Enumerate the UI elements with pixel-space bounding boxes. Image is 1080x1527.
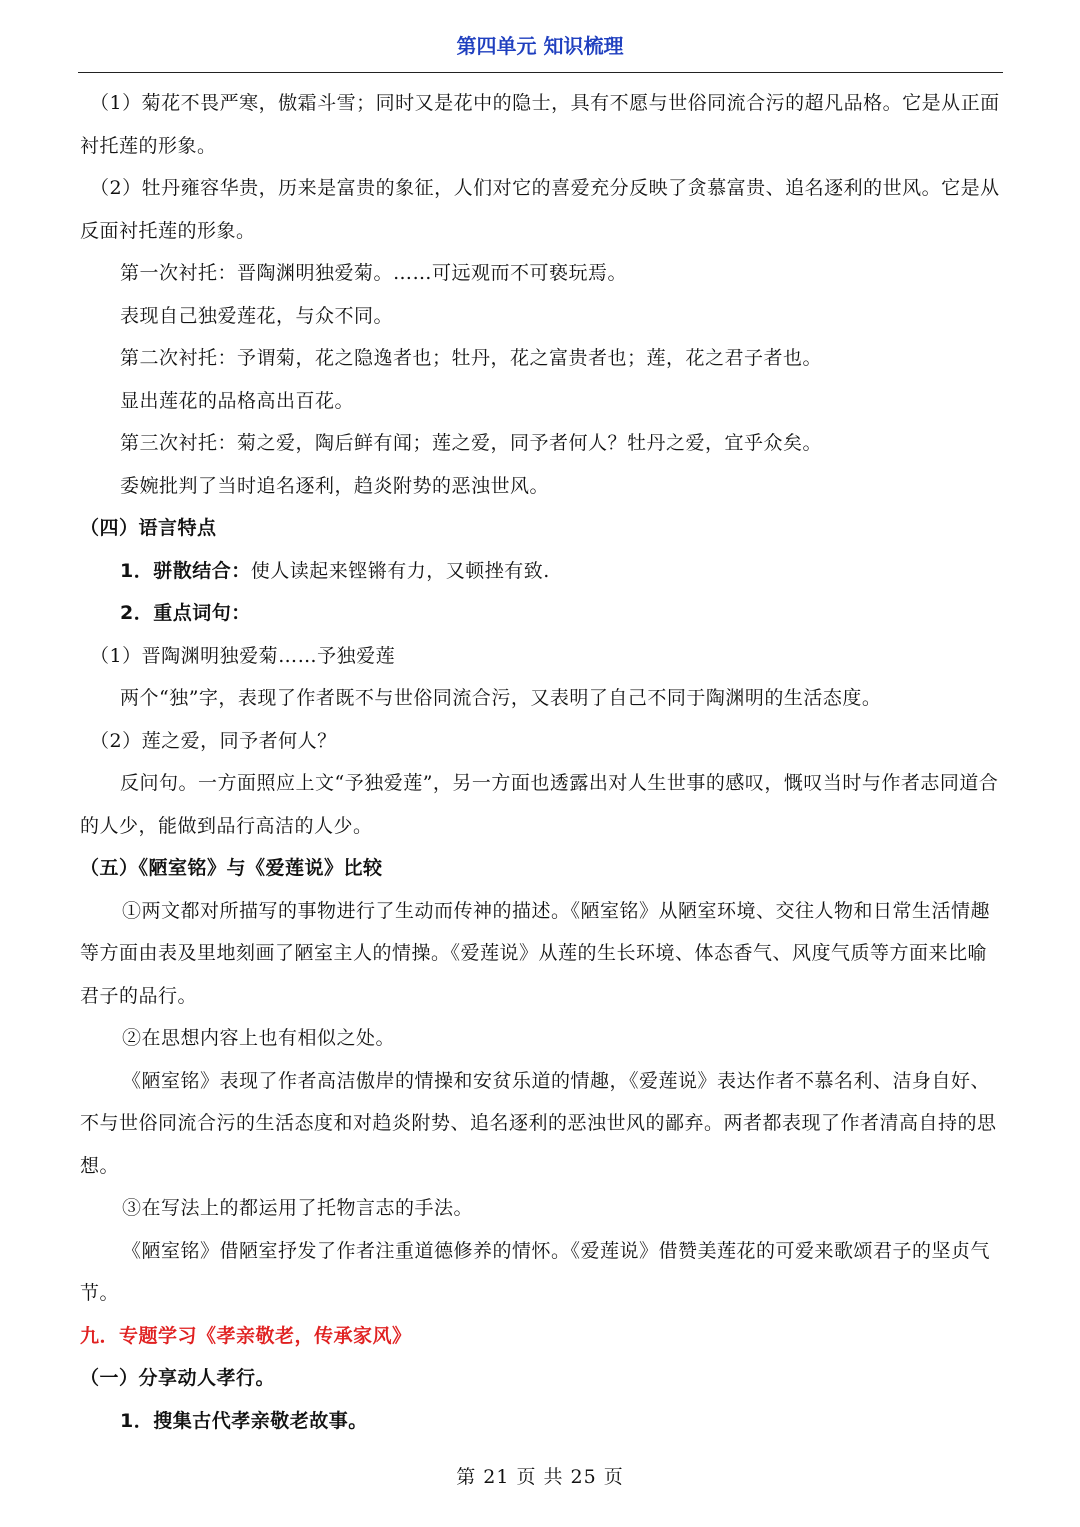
label-pianshan: 1．骈散结合： (120, 559, 251, 582)
subheading-share-filial: （一）分享动人孝行。 (80, 1367, 276, 1389)
text-pianshan: 使人读起来铿锵有力，又顿挫有致. (250, 559, 550, 582)
paragraph-contrast-1-note: 表现自己独爱莲花，与众不同。 (120, 304, 394, 327)
subheading-key-phrases: 2．重点词句： (120, 602, 251, 624)
section-heading-comparison: （五）《陋室铭》与《爱莲说》比较 (80, 857, 383, 879)
paragraph-contrast-1: 第一次衬托：晋陶渊明独爱菊。……可远观而不可亵玩焉。 (120, 262, 628, 284)
paragraph-key-phrase-2: （2）莲之爱，同予者何人？ (90, 729, 337, 752)
paragraph-contrast-2-note: 显出莲花的品格高出百花。 (120, 389, 355, 412)
paragraph-contrast-2: 第二次衬托：予谓菊，花之隐逸者也；牡丹，花之富贵者也；莲，花之君子者也。 (120, 347, 823, 369)
document-body (80, 82, 1002, 1442)
paragraph-key-phrase-1-note: 两个“独”字，表现了作者既不与世俗同流合污，又表明了自己不同于陶渊明的生活态度。 (120, 687, 882, 709)
paragraph-chrysanthemum: （1）菊花不畏严寒，傲霜斗雪；同时又是花中的隐士，具有不愿与世俗同流合污的超凡品格。它是从正面衬托莲的形象。 (80, 92, 1000, 157)
paragraph-comparison-2-detail: 《陋室铭》表现了作者高洁傲岸的情操和安贫乐道的情趣，《爱莲说》表达作者不慕名利、洁身自好、不与世俗同流合污的生活态度和对趋炎附势、追名逐利的恶浊世风的鄙弃。两者都表现了作者清高自持的思想。 (80, 1069, 997, 1177)
paragraph-key-phrase-1: （1）晋陶渊明独爱菊……予独爱莲 (90, 644, 396, 667)
paragraph-comparison-2: ②在思想内容上也有相似之处。 (122, 1027, 396, 1049)
paragraph-pianshan (80, 550, 1002, 593)
paragraph-peony: （2）牡丹雍容华贵，历来是富贵的象征，人们对它的喜爱充分反映了贪慕富贵、追名逐利的世风。它是从反面衬托莲的形象。 (80, 177, 1000, 242)
section-heading-topic-study: 九．专题学习《孝亲敬老，传承家风》 (80, 1324, 412, 1347)
paragraph-comparison-3-detail: 《陋室铭》借陋室抒发了作者注重道德修养的情怀。《爱莲说》借赞美莲花的可爱来歌颂君子的坚贞气节。 (80, 1239, 991, 1304)
subheading-collect-stories: 1．搜集古代孝亲敬老故事。 (120, 1409, 368, 1432)
page-number: 第 21 页 共 25 页 (456, 1466, 624, 1488)
page-header-title: 第四单元 知识梳理 (456, 34, 624, 58)
paragraph-contrast-3-note: 委婉批判了当时追名逐利，趋炎附势的恶浊世风。 (120, 474, 550, 497)
paragraph-comparison-3: ③在写法上的都运用了托物言志的手法。 (122, 1197, 474, 1219)
paragraph-contrast-3: 第三次衬托：菊之爱，陶后鲜有闻；莲之爱，同予者何人？牡丹之爱，宜乎众矣。 (120, 432, 823, 454)
paragraph-key-phrase-2-note: 反问句。一方面照应上文“予独爱莲”，另一方面也透露出对人生世事的感叹，慨叹当时与作者志同道合的人少，能做到品行高洁的人少。 (80, 772, 999, 837)
section-heading-language: （四）语言特点 (80, 517, 217, 539)
header-divider (78, 72, 1003, 73)
paragraph-comparison-1: ①两文都对所描写的事物进行了生动而传神的描述。《陋室铭》从陋室环境、交往人物和日常生活情趣等方面由表及里地刻画了陋室主人的情操。《爱莲说》从莲的生长环境、体态香气、风度气质等方面来比喻君子的品行。 (80, 899, 991, 1007)
